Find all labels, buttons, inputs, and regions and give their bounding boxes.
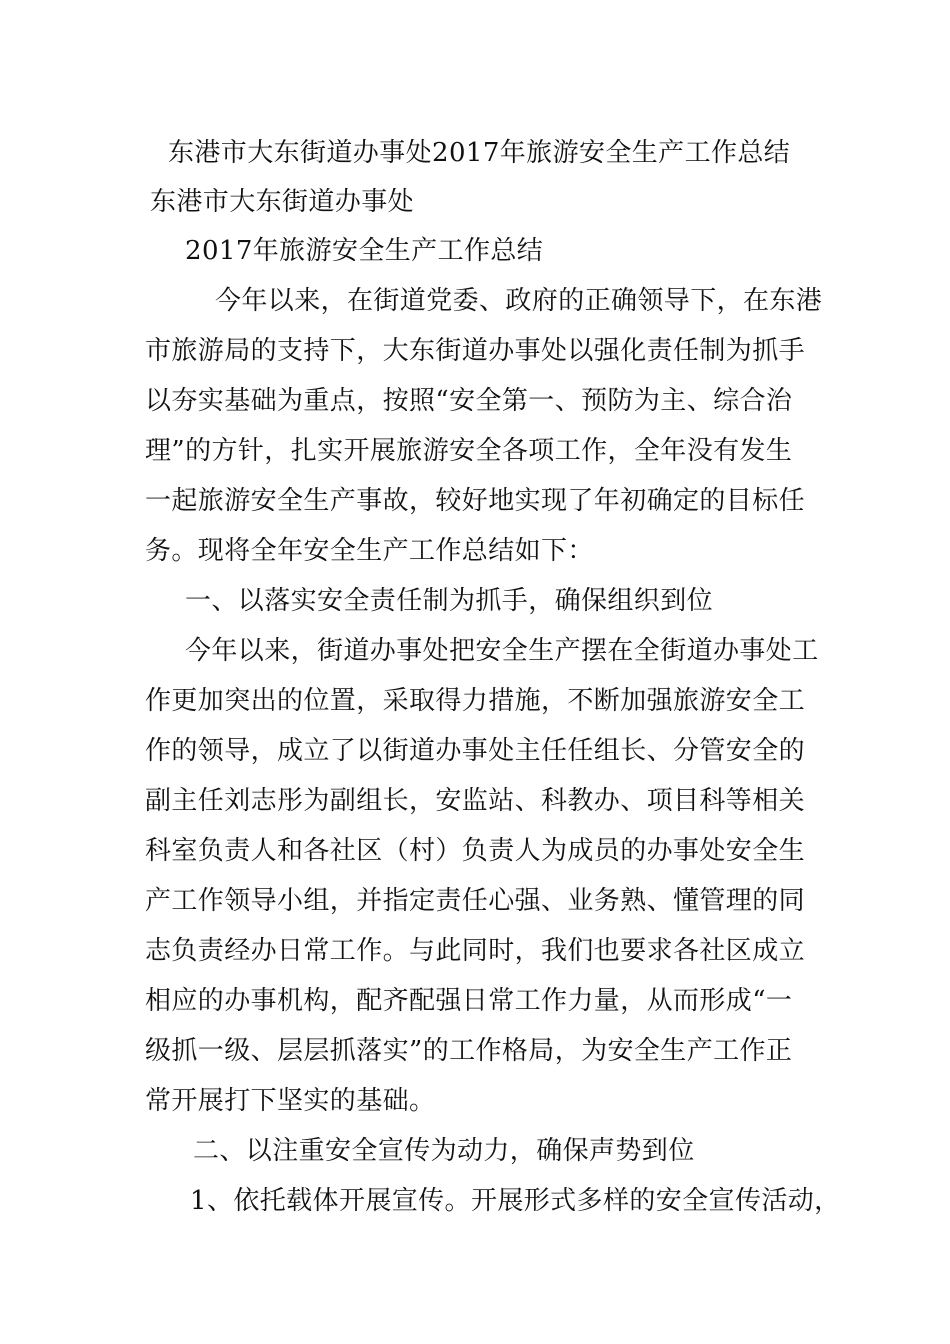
organization-name: 东港市大东街道办事处	[150, 187, 415, 217]
section-heading: 二、以注重安全宣传为动力，确保声势到位	[193, 1136, 695, 1166]
paragraph-line: 产工作领导小组，并指定责任心强、业务熟、懂管理的同	[145, 886, 806, 916]
document-subtitle: 2017年旅游安全生产工作总结	[185, 236, 544, 266]
document-title: 东港市大东街道办事处2017年旅游安全生产工作总结	[168, 138, 791, 168]
paragraph-line: 作的领导，成立了以街道办事处主任任组长、分管安全的	[145, 736, 806, 766]
paragraph-line: 常开展打下坚实的基础。	[145, 1086, 436, 1116]
paragraph-line: 以夯实基础为重点，按照“安全第一、预防为主、综合治	[145, 386, 793, 416]
paragraph-line: 今年以来，街道办事处把安全生产摆在全街道办事处工	[185, 636, 819, 666]
paragraph-line: 副主任刘志彤为副组长，安监站、科教办、项目科等相关	[145, 786, 806, 816]
paragraph-line: 志负责经办日常工作。与此同时，我们也要求各社区成立	[145, 936, 806, 966]
paragraph-line: 一起旅游安全生产事故，较好地实现了年初确定的目标任	[145, 486, 806, 516]
paragraph-line: 科室负责人和各社区（村）负责人为成员的办事处安全生	[145, 836, 806, 866]
paragraph-line: 1、依托载体开展宣传。开展形式多样的安全宣传活动，	[190, 1186, 841, 1216]
section-heading: 一、以落实安全责任制为抓手，确保组织到位	[185, 586, 714, 616]
paragraph-line: 级抓一级、层层抓落实”的工作格局，为安全生产工作正	[145, 1036, 793, 1066]
paragraph-line: 务。现将全年安全生产工作总结如下：	[145, 536, 594, 566]
paragraph-line: 市旅游局的支持下，大东街道办事处以强化责任制为抓手	[145, 336, 806, 366]
paragraph-line: 理”的方针，扎实开展旅游安全各项工作，全年没有发生	[145, 436, 793, 466]
paragraph-line: 相应的办事机构，配齐配强日常工作力量，从而形成“一	[145, 986, 793, 1016]
paragraph-line: 作更加突出的位置，采取得力措施，不断加强旅游安全工	[145, 686, 806, 716]
paragraph-line: 今年以来，在街道党委、政府的正确领导下，在东港	[215, 286, 823, 316]
